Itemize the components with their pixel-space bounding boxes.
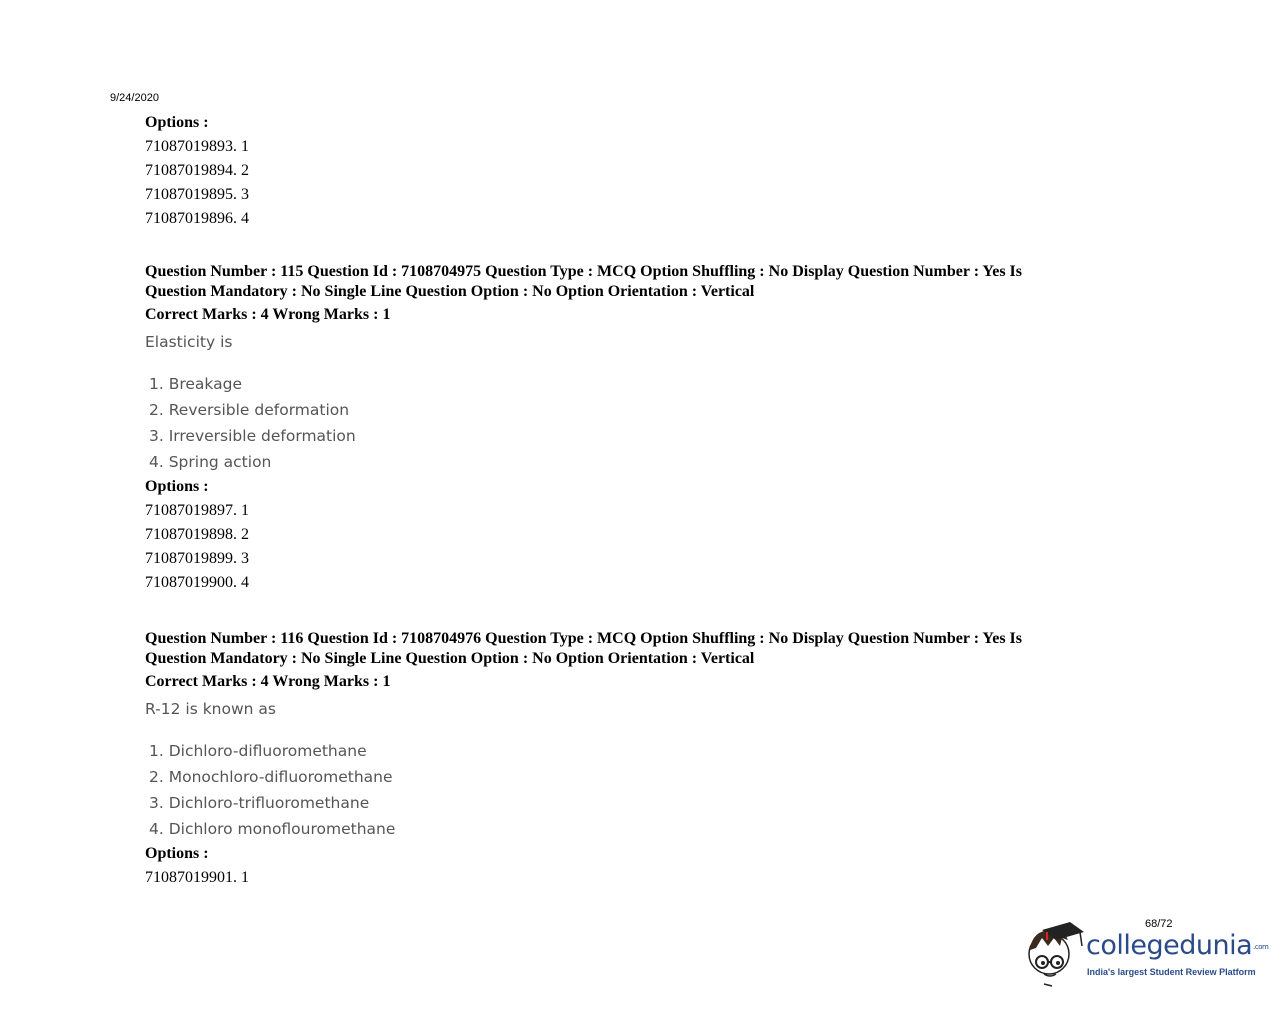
options-block-previous [145, 113, 249, 231]
question-header-line: Question Number : 115 Question Id : 7108704975 Question Type : MCQ Option Shuffling : No Display Question Number : Yes Is [145, 263, 1022, 280]
question-header [145, 262, 1105, 302]
print-date: 9/24/2020 [110, 92, 159, 104]
option-id-line: 71087019899. 3 [145, 550, 249, 567]
option-id-line: 71087019898. 2 [145, 526, 249, 543]
answer-choices [149, 371, 1105, 475]
options-block [145, 477, 1105, 595]
answer-choice: 2. Monochloro-difluoromethane [149, 768, 393, 786]
option-id-line: 71087019894. 2 [145, 162, 249, 179]
question-text: R-12 is known as [145, 700, 276, 718]
page-number: 68/72 [1145, 918, 1173, 930]
answer-choices [149, 738, 1105, 842]
question-block-116 [145, 629, 1105, 890]
question-header-line: Question Mandatory : No Single Line Question Option : No Option Orientation : Vertical [145, 283, 755, 300]
options-block [145, 844, 1105, 890]
option-id-line: 71087019897. 1 [145, 502, 249, 519]
question-text: Elasticity is [145, 333, 233, 351]
answer-choice: 3. Irreversible deformation [149, 427, 356, 445]
brand-name [1086, 930, 1268, 961]
option-id-line: 71087019896. 4 [145, 210, 249, 227]
brand-tagline: India's largest Student Review Platform [1087, 967, 1256, 977]
answer-choice: 2. Reversible deformation [149, 401, 350, 419]
option-id-line: 71087019895. 3 [145, 186, 249, 203]
answer-choice: 3. Dichloro-trifluoromethane [149, 794, 370, 812]
options-label: Options : [145, 114, 209, 131]
answer-choice: 1. Breakage [149, 375, 242, 393]
question-marks: Correct Marks : 4 Wrong Marks : 1 [145, 306, 391, 323]
brand-suffix: .com [1253, 942, 1269, 951]
answer-choice: 4. Dichloro monoflouromethane [149, 820, 396, 838]
question-header-line: Question Mandatory : No Single Line Question Option : No Option Orientation : Vertical [145, 650, 755, 667]
answer-choice: 1. Dichloro-difluoromethane [149, 742, 367, 760]
question-header [145, 629, 1105, 669]
question-marks: Correct Marks : 4 Wrong Marks : 1 [145, 673, 391, 690]
option-id-line: 71087019900. 4 [145, 574, 249, 591]
options-label: Options : [145, 845, 209, 862]
options-label: Options : [145, 478, 209, 495]
question-header-line: Question Number : 116 Question Id : 7108704976 Question Type : MCQ Option Shuffling : No Display Question Number : Yes Is [145, 630, 1022, 647]
option-id-line: 71087019893. 1 [145, 138, 249, 155]
question-block-115 [145, 262, 1105, 595]
brand-name-text: collegedunia [1086, 930, 1253, 961]
option-id-line: 71087019901. 1 [145, 869, 249, 886]
answer-choice: 4. Spring action [149, 453, 272, 471]
